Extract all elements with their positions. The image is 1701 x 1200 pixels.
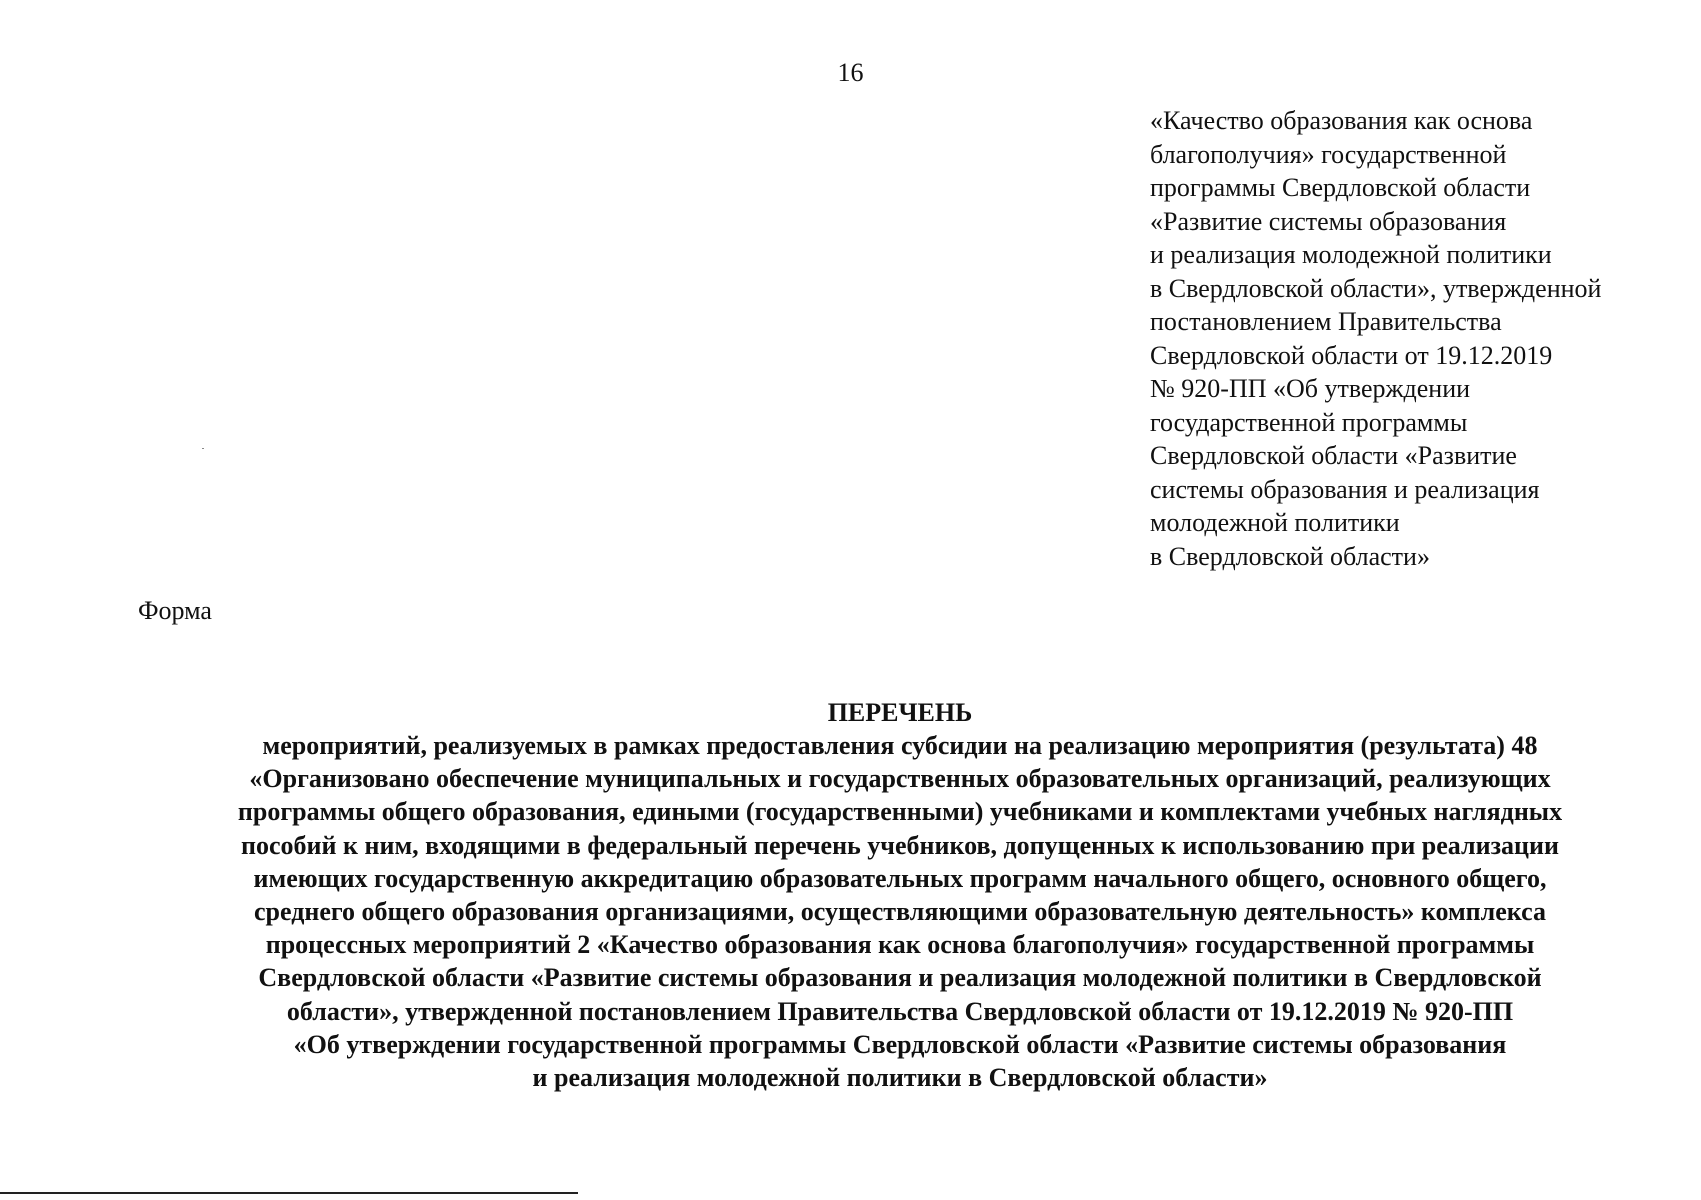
approval-line: постановлением Правительства <box>1150 307 1502 336</box>
approval-line: в Свердловской области», утвержденной <box>1150 273 1602 303</box>
approval-line: государственной программы <box>1150 407 1468 437</box>
approval-line: № 920-ПП «Об утверждении <box>1150 374 1471 403</box>
document-subtitle <box>120 729 1680 1094</box>
approval-line: «Качество образования как основа <box>1150 106 1533 135</box>
approval-line: Свердловской области «Развитие <box>1150 441 1517 470</box>
approval-line: благополучия» государственной <box>1150 139 1507 169</box>
subtitle-line: среднего общего образования организациями, осуществляющими образовательную деятельность» комплекса <box>254 897 1546 927</box>
approval-line: программы Свердловской области <box>1150 173 1531 202</box>
document-heading: ПЕРЕЧЕНЬ <box>827 698 973 727</box>
form-label: Форма <box>138 596 212 625</box>
subtitle-line: и реализация молодежной политики в Свердловской области» <box>532 1063 1268 1093</box>
approval-line: и реализация молодежной политики <box>1150 240 1552 269</box>
approval-line: системы образования и реализация <box>1150 474 1540 504</box>
approval-line: в Свердловской области» <box>1150 541 1430 571</box>
subtitle-line: Свердловской области «Развитие системы образования и реализация молодежной политики в Свердловской <box>258 963 1542 993</box>
scan-speck <box>202 448 204 449</box>
subtitle-line: «Организовано обеспечение муниципальных и государственных образовательных организаций, реализующих <box>249 764 1551 794</box>
approval-line: «Развитие системы образования <box>1150 206 1507 236</box>
footnote-separator <box>0 1192 578 1194</box>
subtitle-line: области», утвержденной постановлением Правительства Свердловской области от 19.12.2019 № 920-ПП <box>286 996 1514 1026</box>
subtitle-line: программы общего образования, едиными (государственными) учебниками и комплектами учебных наглядных <box>237 797 1563 827</box>
subtitle-line: мероприятий, реализуемых в рамках предоставления субсидии на реализацию мероприятия (результата) 48 <box>262 731 1538 760</box>
subtitle-line: пособий к ним, входящими в федеральный перечень учебников, допущенных к использованию при реализации <box>241 830 1559 860</box>
subtitle-line: имеющих государственную аккредитацию образовательных программ начального общего, основного общего, <box>253 863 1547 893</box>
subtitle-line: процессных мероприятий 2 «Качество образования как основа благополучия» государственной программы <box>265 930 1535 960</box>
page-number: 16 <box>837 58 864 87</box>
subtitle-line: «Об утверждении государственной программы Свердловской области «Развитие системы образования <box>293 1029 1507 1059</box>
approval-block <box>1150 104 1690 573</box>
approval-line: молодежной политики <box>1150 508 1400 537</box>
approval-line: Свердловской области от 19.12.2019 <box>1150 340 1553 370</box>
